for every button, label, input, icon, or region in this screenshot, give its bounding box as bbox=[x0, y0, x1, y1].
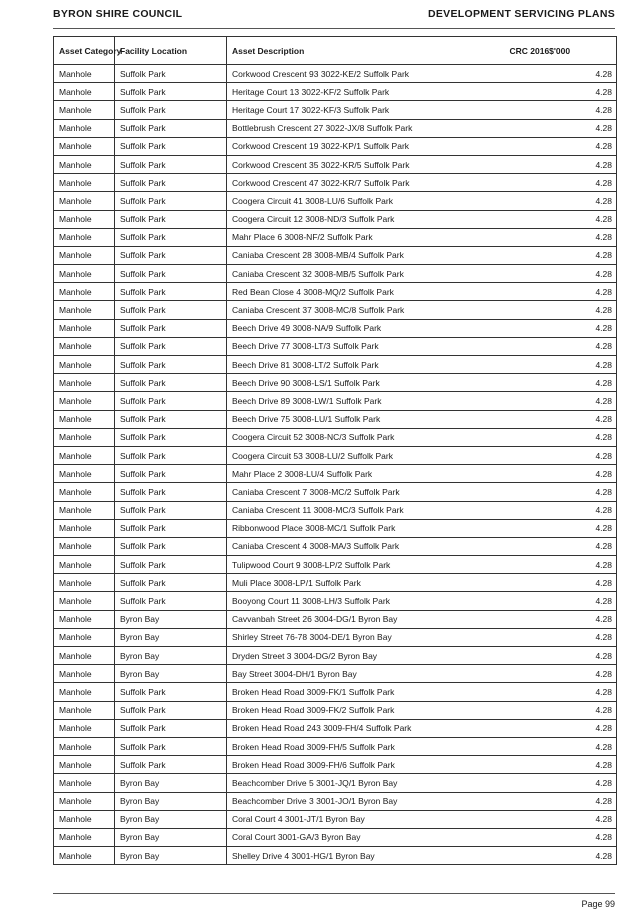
asset-category-cell: Manhole bbox=[54, 610, 115, 628]
table-row bbox=[54, 319, 617, 337]
crc-value-cell: 4.28 bbox=[505, 537, 617, 555]
table-row bbox=[54, 592, 617, 610]
asset-category-cell: Manhole bbox=[54, 701, 115, 719]
asset-description-cell: Beachcomber Drive 5 3001-JQ/1 Byron Bay bbox=[227, 774, 505, 792]
table-row bbox=[54, 847, 617, 865]
table-row bbox=[54, 374, 617, 392]
table-row bbox=[54, 756, 617, 774]
facility-location-cell: Byron Bay bbox=[115, 792, 227, 810]
column-header-asset-description: Asset Description bbox=[227, 37, 505, 65]
table-row bbox=[54, 83, 617, 101]
facility-location-cell: Suffolk Park bbox=[115, 556, 227, 574]
table-row bbox=[54, 556, 617, 574]
table-row bbox=[54, 574, 617, 592]
asset-category-cell: Manhole bbox=[54, 446, 115, 464]
crc-value-cell: 4.28 bbox=[505, 665, 617, 683]
facility-location-cell: Suffolk Park bbox=[115, 174, 227, 192]
asset-category-cell: Manhole bbox=[54, 192, 115, 210]
table-row bbox=[54, 428, 617, 446]
asset-category-cell: Manhole bbox=[54, 537, 115, 555]
asset-category-cell: Manhole bbox=[54, 301, 115, 319]
table-row bbox=[54, 792, 617, 810]
facility-location-cell: Suffolk Park bbox=[115, 301, 227, 319]
asset-description-cell: Booyong Court 11 3008-LH/3 Suffolk Park bbox=[227, 592, 505, 610]
crc-value-cell: 4.28 bbox=[505, 519, 617, 537]
asset-category-cell: Manhole bbox=[54, 556, 115, 574]
facility-location-cell: Byron Bay bbox=[115, 610, 227, 628]
asset-table bbox=[53, 36, 617, 865]
asset-category-cell: Manhole bbox=[54, 155, 115, 173]
crc-value-cell: 4.28 bbox=[505, 810, 617, 828]
facility-location-cell: Suffolk Park bbox=[115, 137, 227, 155]
asset-category-cell: Manhole bbox=[54, 210, 115, 228]
crc-value-cell: 4.28 bbox=[505, 192, 617, 210]
crc-value-cell: 4.28 bbox=[505, 265, 617, 283]
table-row bbox=[54, 774, 617, 792]
crc-value-cell: 4.28 bbox=[505, 337, 617, 355]
table-row bbox=[54, 228, 617, 246]
asset-description-cell: Broken Head Road 3009-FK/1 Suffolk Park bbox=[227, 683, 505, 701]
table-row bbox=[54, 192, 617, 210]
table-row bbox=[54, 465, 617, 483]
table-row bbox=[54, 119, 617, 137]
facility-location-cell: Suffolk Park bbox=[115, 392, 227, 410]
asset-category-cell: Manhole bbox=[54, 410, 115, 428]
facility-location-cell: Suffolk Park bbox=[115, 319, 227, 337]
asset-description-cell: Broken Head Road 243 3009-FH/4 Suffolk Park bbox=[227, 719, 505, 737]
table-row bbox=[54, 337, 617, 355]
asset-category-cell: Manhole bbox=[54, 228, 115, 246]
facility-location-cell: Suffolk Park bbox=[115, 119, 227, 137]
table-row bbox=[54, 174, 617, 192]
asset-category-cell: Manhole bbox=[54, 265, 115, 283]
asset-description-cell: Broken Head Road 3009-FK/2 Suffolk Park bbox=[227, 701, 505, 719]
asset-category-cell: Manhole bbox=[54, 828, 115, 846]
table-row bbox=[54, 501, 617, 519]
asset-description-cell: Beech Drive 77 3008-LT/3 Suffolk Park bbox=[227, 337, 505, 355]
crc-value-cell: 4.28 bbox=[505, 465, 617, 483]
crc-value-cell: 4.28 bbox=[505, 756, 617, 774]
facility-location-cell: Suffolk Park bbox=[115, 428, 227, 446]
facility-location-cell: Suffolk Park bbox=[115, 756, 227, 774]
crc-value-cell: 4.28 bbox=[505, 410, 617, 428]
asset-description-cell: Caniaba Crescent 7 3008-MC/2 Suffolk Park bbox=[227, 483, 505, 501]
table-row bbox=[54, 810, 617, 828]
crc-value-cell: 4.28 bbox=[505, 283, 617, 301]
table-row bbox=[54, 719, 617, 737]
asset-description-cell: Cavvanbah Street 26 3004-DG/1 Byron Bay bbox=[227, 610, 505, 628]
crc-value-cell: 4.28 bbox=[505, 119, 617, 137]
crc-value-cell: 4.28 bbox=[505, 647, 617, 665]
asset-description-cell: Corkwood Crescent 19 3022-KP/1 Suffolk Park bbox=[227, 137, 505, 155]
asset-description-cell: Corkwood Crescent 47 3022-KR/7 Suffolk Park bbox=[227, 174, 505, 192]
crc-value-cell: 4.28 bbox=[505, 65, 617, 83]
facility-location-cell: Suffolk Park bbox=[115, 519, 227, 537]
facility-location-cell: Suffolk Park bbox=[115, 337, 227, 355]
facility-location-cell: Byron Bay bbox=[115, 665, 227, 683]
table-row bbox=[54, 665, 617, 683]
crc-value-cell: 4.28 bbox=[505, 847, 617, 865]
table-row bbox=[54, 210, 617, 228]
table-row bbox=[54, 610, 617, 628]
facility-location-cell: Suffolk Park bbox=[115, 719, 227, 737]
asset-category-cell: Manhole bbox=[54, 137, 115, 155]
table-row bbox=[54, 483, 617, 501]
table-row bbox=[54, 65, 617, 83]
asset-category-cell: Manhole bbox=[54, 847, 115, 865]
facility-location-cell: Suffolk Park bbox=[115, 228, 227, 246]
asset-description-cell: Coogera Circuit 53 3008-LU/2 Suffolk Park bbox=[227, 446, 505, 464]
asset-category-cell: Manhole bbox=[54, 665, 115, 683]
crc-value-cell: 4.28 bbox=[505, 83, 617, 101]
asset-description-cell: Coral Court 4 3001-JT/1 Byron Bay bbox=[227, 810, 505, 828]
asset-category-cell: Manhole bbox=[54, 792, 115, 810]
crc-value-cell: 4.28 bbox=[505, 828, 617, 846]
table-row bbox=[54, 410, 617, 428]
asset-category-cell: Manhole bbox=[54, 810, 115, 828]
asset-category-cell: Manhole bbox=[54, 737, 115, 755]
table-body bbox=[54, 65, 617, 865]
facility-location-cell: Suffolk Park bbox=[115, 155, 227, 173]
asset-description-cell: Caniaba Crescent 28 3008-MB/4 Suffolk Park bbox=[227, 246, 505, 264]
column-header-crc: CRC 2016$'000 bbox=[505, 37, 617, 65]
facility-location-cell: Suffolk Park bbox=[115, 210, 227, 228]
asset-description-cell: Tulipwood Court 9 3008-LP/2 Suffolk Park bbox=[227, 556, 505, 574]
asset-category-cell: Manhole bbox=[54, 174, 115, 192]
facility-location-cell: Suffolk Park bbox=[115, 465, 227, 483]
table-header-row bbox=[54, 37, 617, 65]
table-row bbox=[54, 446, 617, 464]
asset-description-cell: Coogera Circuit 41 3008-LU/6 Suffolk Park bbox=[227, 192, 505, 210]
crc-value-cell: 4.28 bbox=[505, 483, 617, 501]
facility-location-cell: Byron Bay bbox=[115, 628, 227, 646]
table-row bbox=[54, 356, 617, 374]
asset-category-cell: Manhole bbox=[54, 519, 115, 537]
asset-description-cell: Beech Drive 81 3008-LT/2 Suffolk Park bbox=[227, 356, 505, 374]
table-row bbox=[54, 301, 617, 319]
asset-category-cell: Manhole bbox=[54, 119, 115, 137]
asset-description-cell: Corkwood Crescent 93 3022-KE/2 Suffolk Park bbox=[227, 65, 505, 83]
asset-category-cell: Manhole bbox=[54, 719, 115, 737]
asset-category-cell: Manhole bbox=[54, 628, 115, 646]
facility-location-cell: Suffolk Park bbox=[115, 501, 227, 519]
facility-location-cell: Byron Bay bbox=[115, 647, 227, 665]
asset-description-cell: Coogera Circuit 52 3008-NC/3 Suffolk Park bbox=[227, 428, 505, 446]
table-row bbox=[54, 519, 617, 537]
crc-value-cell: 4.28 bbox=[505, 501, 617, 519]
footer-divider bbox=[53, 893, 615, 894]
asset-category-cell: Manhole bbox=[54, 246, 115, 264]
facility-location-cell: Suffolk Park bbox=[115, 356, 227, 374]
table-row bbox=[54, 265, 617, 283]
asset-category-cell: Manhole bbox=[54, 574, 115, 592]
crc-value-cell: 4.28 bbox=[505, 392, 617, 410]
crc-value-cell: 4.28 bbox=[505, 574, 617, 592]
asset-category-cell: Manhole bbox=[54, 65, 115, 83]
asset-description-cell: Beech Drive 89 3008-LW/1 Suffolk Park bbox=[227, 392, 505, 410]
crc-value-cell: 4.28 bbox=[505, 628, 617, 646]
asset-description-cell: Corkwood Crescent 35 3022-KR/5 Suffolk Park bbox=[227, 155, 505, 173]
asset-category-cell: Manhole bbox=[54, 428, 115, 446]
facility-location-cell: Suffolk Park bbox=[115, 65, 227, 83]
facility-location-cell: Suffolk Park bbox=[115, 101, 227, 119]
crc-value-cell: 4.28 bbox=[505, 210, 617, 228]
table-row bbox=[54, 647, 617, 665]
asset-category-cell: Manhole bbox=[54, 647, 115, 665]
table-row bbox=[54, 537, 617, 555]
council-name: BYRON SHIRE COUNCIL bbox=[53, 8, 183, 20]
asset-description-cell: Beachcomber Drive 3 3001-JO/1 Byron Bay bbox=[227, 792, 505, 810]
crc-value-cell: 4.28 bbox=[505, 446, 617, 464]
facility-location-cell: Byron Bay bbox=[115, 847, 227, 865]
crc-value-cell: 4.28 bbox=[505, 101, 617, 119]
asset-description-cell: Mahr Place 6 3008-NF/2 Suffolk Park bbox=[227, 228, 505, 246]
crc-value-cell: 4.28 bbox=[505, 701, 617, 719]
page-number: Page 99 bbox=[581, 899, 615, 909]
asset-category-cell: Manhole bbox=[54, 83, 115, 101]
crc-value-cell: 4.28 bbox=[505, 737, 617, 755]
asset-category-cell: Manhole bbox=[54, 683, 115, 701]
crc-value-cell: 4.28 bbox=[505, 683, 617, 701]
asset-description-cell: Broken Head Road 3009-FH/6 Suffolk Park bbox=[227, 756, 505, 774]
asset-category-cell: Manhole bbox=[54, 592, 115, 610]
asset-category-cell: Manhole bbox=[54, 756, 115, 774]
crc-value-cell: 4.28 bbox=[505, 592, 617, 610]
crc-value-cell: 4.28 bbox=[505, 792, 617, 810]
table-row bbox=[54, 246, 617, 264]
asset-category-cell: Manhole bbox=[54, 337, 115, 355]
table-row bbox=[54, 828, 617, 846]
facility-location-cell: Byron Bay bbox=[115, 774, 227, 792]
table-row bbox=[54, 683, 617, 701]
facility-location-cell: Suffolk Park bbox=[115, 246, 227, 264]
asset-description-cell: Bottlebrush Crescent 27 3022-JX/8 Suffolk Park bbox=[227, 119, 505, 137]
facility-location-cell: Suffolk Park bbox=[115, 83, 227, 101]
crc-value-cell: 4.28 bbox=[505, 301, 617, 319]
asset-description-cell: Caniaba Crescent 37 3008-MC/8 Suffolk Park bbox=[227, 301, 505, 319]
crc-value-cell: 4.28 bbox=[505, 174, 617, 192]
asset-description-cell: Shelley Drive 4 3001-HG/1 Byron Bay bbox=[227, 847, 505, 865]
facility-location-cell: Suffolk Park bbox=[115, 701, 227, 719]
facility-location-cell: Suffolk Park bbox=[115, 683, 227, 701]
column-header-facility-location: Facility Location bbox=[115, 37, 227, 65]
document-title: DEVELOPMENT SERVICING PLANS bbox=[427, 8, 615, 20]
crc-value-cell: 4.28 bbox=[505, 774, 617, 792]
asset-description-cell: Caniaba Crescent 32 3008-MB/5 Suffolk Park bbox=[227, 265, 505, 283]
asset-description-cell: Heritage Court 17 3022-KF/3 Suffolk Park bbox=[227, 101, 505, 119]
crc-value-cell: 4.28 bbox=[505, 319, 617, 337]
crc-value-cell: 4.28 bbox=[505, 228, 617, 246]
asset-description-cell: Beech Drive 75 3008-LU/1 Suffolk Park bbox=[227, 410, 505, 428]
asset-description-cell: Ribbonwood Place 3008-MC/1 Suffolk Park bbox=[227, 519, 505, 537]
facility-location-cell: Suffolk Park bbox=[115, 574, 227, 592]
asset-category-cell: Manhole bbox=[54, 356, 115, 374]
facility-location-cell: Suffolk Park bbox=[115, 737, 227, 755]
asset-description-cell: Mahr Place 2 3008-LU/4 Suffolk Park bbox=[227, 465, 505, 483]
table-row bbox=[54, 701, 617, 719]
asset-description-cell: Caniaba Crescent 4 3008-MA/3 Suffolk Park bbox=[227, 537, 505, 555]
facility-location-cell: Suffolk Park bbox=[115, 374, 227, 392]
page-header bbox=[53, 8, 615, 29]
crc-value-cell: 4.28 bbox=[505, 428, 617, 446]
asset-category-cell: Manhole bbox=[54, 319, 115, 337]
asset-description-cell: Heritage Court 13 3022-KF/2 Suffolk Park bbox=[227, 83, 505, 101]
asset-category-cell: Manhole bbox=[54, 392, 115, 410]
facility-location-cell: Suffolk Park bbox=[115, 446, 227, 464]
facility-location-cell: Suffolk Park bbox=[115, 265, 227, 283]
crc-value-cell: 4.28 bbox=[505, 556, 617, 574]
table-row bbox=[54, 283, 617, 301]
asset-description-cell: Dryden Street 3 3004-DG/2 Byron Bay bbox=[227, 647, 505, 665]
table-row bbox=[54, 392, 617, 410]
table-row bbox=[54, 101, 617, 119]
facility-location-cell: Suffolk Park bbox=[115, 537, 227, 555]
facility-location-cell: Suffolk Park bbox=[115, 410, 227, 428]
crc-value-cell: 4.28 bbox=[505, 719, 617, 737]
asset-description-cell: Broken Head Road 3009-FH/5 Suffolk Park bbox=[227, 737, 505, 755]
asset-description-cell: Bay Street 3004-DH/1 Byron Bay bbox=[227, 665, 505, 683]
table-row bbox=[54, 628, 617, 646]
asset-category-cell: Manhole bbox=[54, 283, 115, 301]
facility-location-cell: Byron Bay bbox=[115, 810, 227, 828]
facility-location-cell: Suffolk Park bbox=[115, 592, 227, 610]
asset-description-cell: Coogera Circuit 12 3008-ND/3 Suffolk Park bbox=[227, 210, 505, 228]
asset-description-cell: Red Bean Close 4 3008-MQ/2 Suffolk Park bbox=[227, 283, 505, 301]
asset-category-cell: Manhole bbox=[54, 483, 115, 501]
table-row bbox=[54, 155, 617, 173]
asset-description-cell: Beech Drive 49 3008-NA/9 Suffolk Park bbox=[227, 319, 505, 337]
asset-category-cell: Manhole bbox=[54, 774, 115, 792]
facility-location-cell: Suffolk Park bbox=[115, 192, 227, 210]
asset-category-cell: Manhole bbox=[54, 101, 115, 119]
crc-value-cell: 4.28 bbox=[505, 610, 617, 628]
table-row bbox=[54, 137, 617, 155]
crc-value-cell: 4.28 bbox=[505, 356, 617, 374]
asset-category-cell: Manhole bbox=[54, 501, 115, 519]
facility-location-cell: Suffolk Park bbox=[115, 483, 227, 501]
asset-description-cell: Caniaba Crescent 11 3008-MC/3 Suffolk Park bbox=[227, 501, 505, 519]
crc-value-cell: 4.28 bbox=[505, 155, 617, 173]
asset-category-cell: Manhole bbox=[54, 465, 115, 483]
asset-description-cell: Shirley Street 76-78 3004-DE/1 Byron Bay bbox=[227, 628, 505, 646]
asset-description-cell: Muli Place 3008-LP/1 Suffolk Park bbox=[227, 574, 505, 592]
table-row bbox=[54, 737, 617, 755]
crc-value-cell: 4.28 bbox=[505, 374, 617, 392]
crc-value-cell: 4.28 bbox=[505, 137, 617, 155]
asset-description-cell: Coral Court 3001-GA/3 Byron Bay bbox=[227, 828, 505, 846]
facility-location-cell: Byron Bay bbox=[115, 828, 227, 846]
facility-location-cell: Suffolk Park bbox=[115, 283, 227, 301]
crc-value-cell: 4.28 bbox=[505, 246, 617, 264]
column-header-asset-category: Asset Category bbox=[54, 37, 115, 65]
asset-description-cell: Beech Drive 90 3008-LS/1 Suffolk Park bbox=[227, 374, 505, 392]
asset-category-cell: Manhole bbox=[54, 374, 115, 392]
